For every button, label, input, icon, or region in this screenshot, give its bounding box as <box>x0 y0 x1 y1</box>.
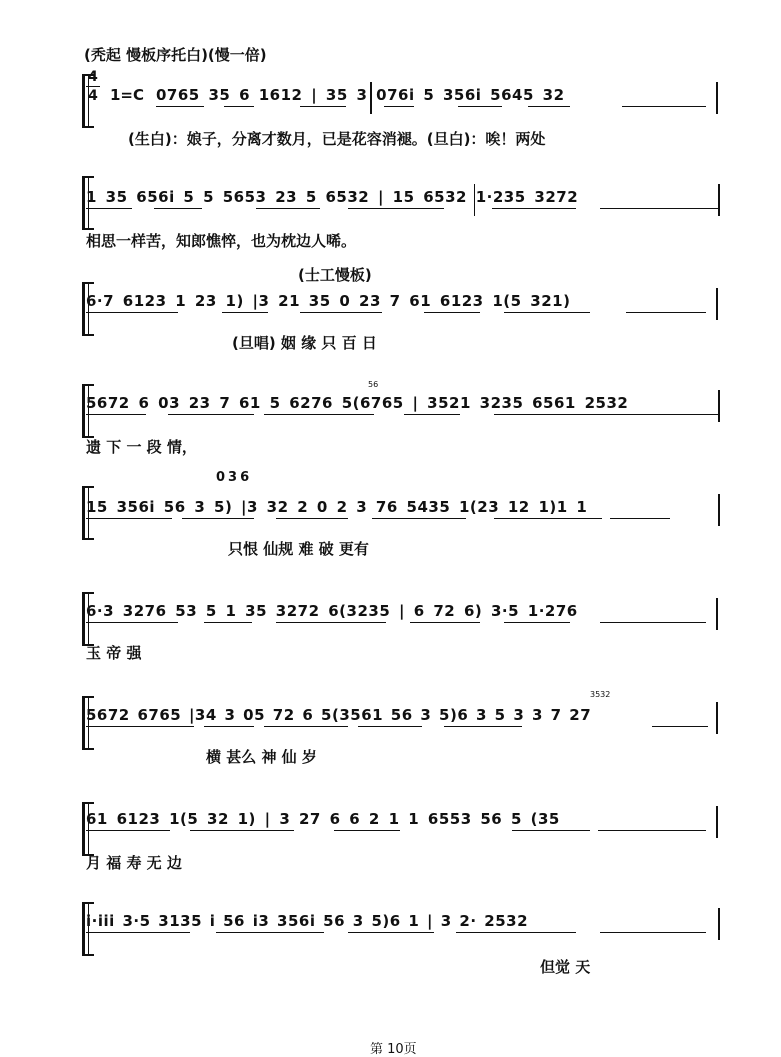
notation-line: 6·7 6123 1 23 1) |3 21 35 0 23 7 61 6123 1(5 321) <box>86 292 571 310</box>
key-signature: 1=C <box>110 86 145 104</box>
barline <box>718 494 720 526</box>
grace-annotation: 3532 <box>590 690 611 699</box>
notation-line: 0765 35 6 1612 | 35 3 076i 5 356i 5645 32 <box>156 86 565 104</box>
grace-annotation: 036 <box>216 470 253 485</box>
barline <box>716 806 718 838</box>
section-annotation: (士工慢板) <box>298 266 372 284</box>
time-signature-top: 4 <box>88 69 98 85</box>
notation-line: 15 356i 56 3 5) |3 32 2 0 2 3 76 5435 1(23 12 1)1 1 <box>86 498 588 516</box>
notation-line: 5672 6765 |34 3 05 72 6 5(3561 56 3 5)6 3 5 3 3 7 27 <box>86 706 592 724</box>
barline <box>716 702 718 734</box>
lyric-line: 但觉 天 <box>540 958 591 976</box>
lyric-line: (旦唱) 姻 缘 只 百 日 <box>232 334 377 352</box>
barline <box>718 908 720 940</box>
lyric-line: 月 福 寿 无 边 <box>86 854 182 872</box>
lyric-line: (生白)：娘子，分离才数月，已是花容消褪。(旦白)：唉！两处 <box>128 130 546 148</box>
barline <box>716 288 718 320</box>
lyric-line: 遗 下 一 段 情， <box>86 438 197 456</box>
time-signature-bottom: 4 <box>88 88 98 104</box>
notation-line: 5672 6 03 23 7 61 5 6276 5(6765 | 3521 3235 6561 2532 <box>86 394 629 412</box>
barline <box>716 598 718 630</box>
page-number: 第 10页 <box>370 1042 417 1057</box>
lyric-line: 只恨 仙规 难 破 更有 <box>228 540 369 558</box>
barline <box>370 82 372 114</box>
barline <box>716 82 718 114</box>
notation-line: i·iii 3·5 3135 i 56 i3 356i 56 3 5)6 1 | 3 2· 2532 <box>86 912 529 930</box>
notation-line: 1 35 656i 5 5 5653 23 5 6532 | 15 6532 1·235 3272 <box>86 188 579 206</box>
lyric-line: 玉 帝 强 <box>86 644 142 662</box>
grace-annotation: 56 <box>368 380 379 389</box>
lyric-line: 相思一样苦，知郎憔悴，也为枕边人唏。 <box>86 232 357 250</box>
barline <box>718 184 720 216</box>
barline <box>474 184 475 216</box>
system-bracket <box>82 74 94 128</box>
notation-line: 6·3 3276 53 5 1 35 3272 6(3235 | 6 72 6) 3·5 1·276 <box>86 602 578 620</box>
notation-line: 61 6123 1(5 32 1) | 3 27 6 6 2 1 1 6553 56 5 (35 <box>86 810 560 828</box>
intro-direction: (秃起 慢板序托白)(慢一倍) <box>84 46 267 64</box>
barline <box>718 390 720 422</box>
lyric-line: 横 甚么 神 仙 岁 <box>206 748 317 766</box>
